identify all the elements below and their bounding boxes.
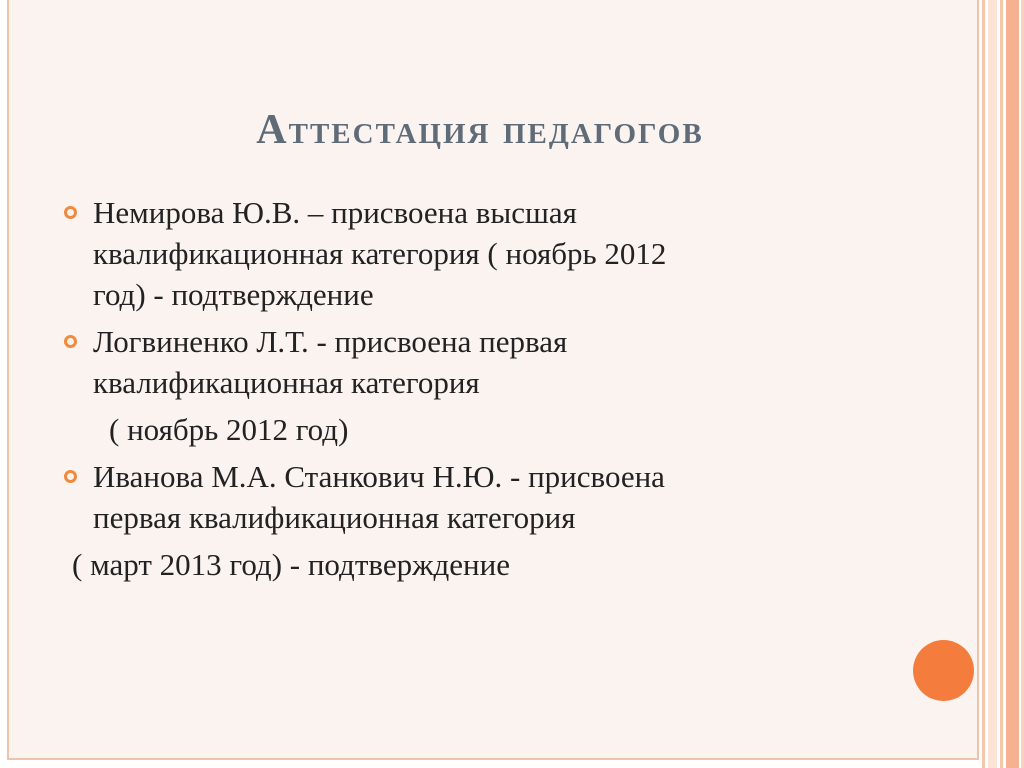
decorative-stripe <box>1000 0 1003 768</box>
item-text-line: первая квалификационная категория <box>93 500 576 535</box>
ring-bullet-icon <box>64 335 77 348</box>
decorative-stripe <box>982 0 985 768</box>
item-continuation: ( март 2013 год) - подтверждение <box>72 547 510 582</box>
item-text-line: Логвиненко Л.Т. - присвоена первая <box>93 324 568 359</box>
list-item <box>60 192 840 315</box>
item-text-line: Немирова Ю.В. – присвоена высшая <box>93 195 577 230</box>
slide-title: Аттестация педагогов <box>256 107 704 153</box>
decorative-stripe <box>1006 0 1019 768</box>
item-text-line: квалификационная категория <box>93 365 480 400</box>
item-text-line: Иванова М.А. Станкович Н.Ю. - присвоена <box>93 459 665 494</box>
item-text-line: квалификационная категория ( ноябрь 2012 <box>93 236 667 271</box>
item-text-line: год) - подтверждение <box>93 277 374 312</box>
orange-circle-icon <box>913 640 974 701</box>
list-item <box>60 456 840 538</box>
ring-bullet-icon <box>64 470 77 483</box>
item-continuation: ( ноябрь 2012 год) <box>109 412 349 447</box>
ring-bullet-icon <box>64 206 77 219</box>
bullet-list <box>60 192 840 585</box>
list-item <box>60 321 840 403</box>
decorative-stripe <box>988 0 997 768</box>
